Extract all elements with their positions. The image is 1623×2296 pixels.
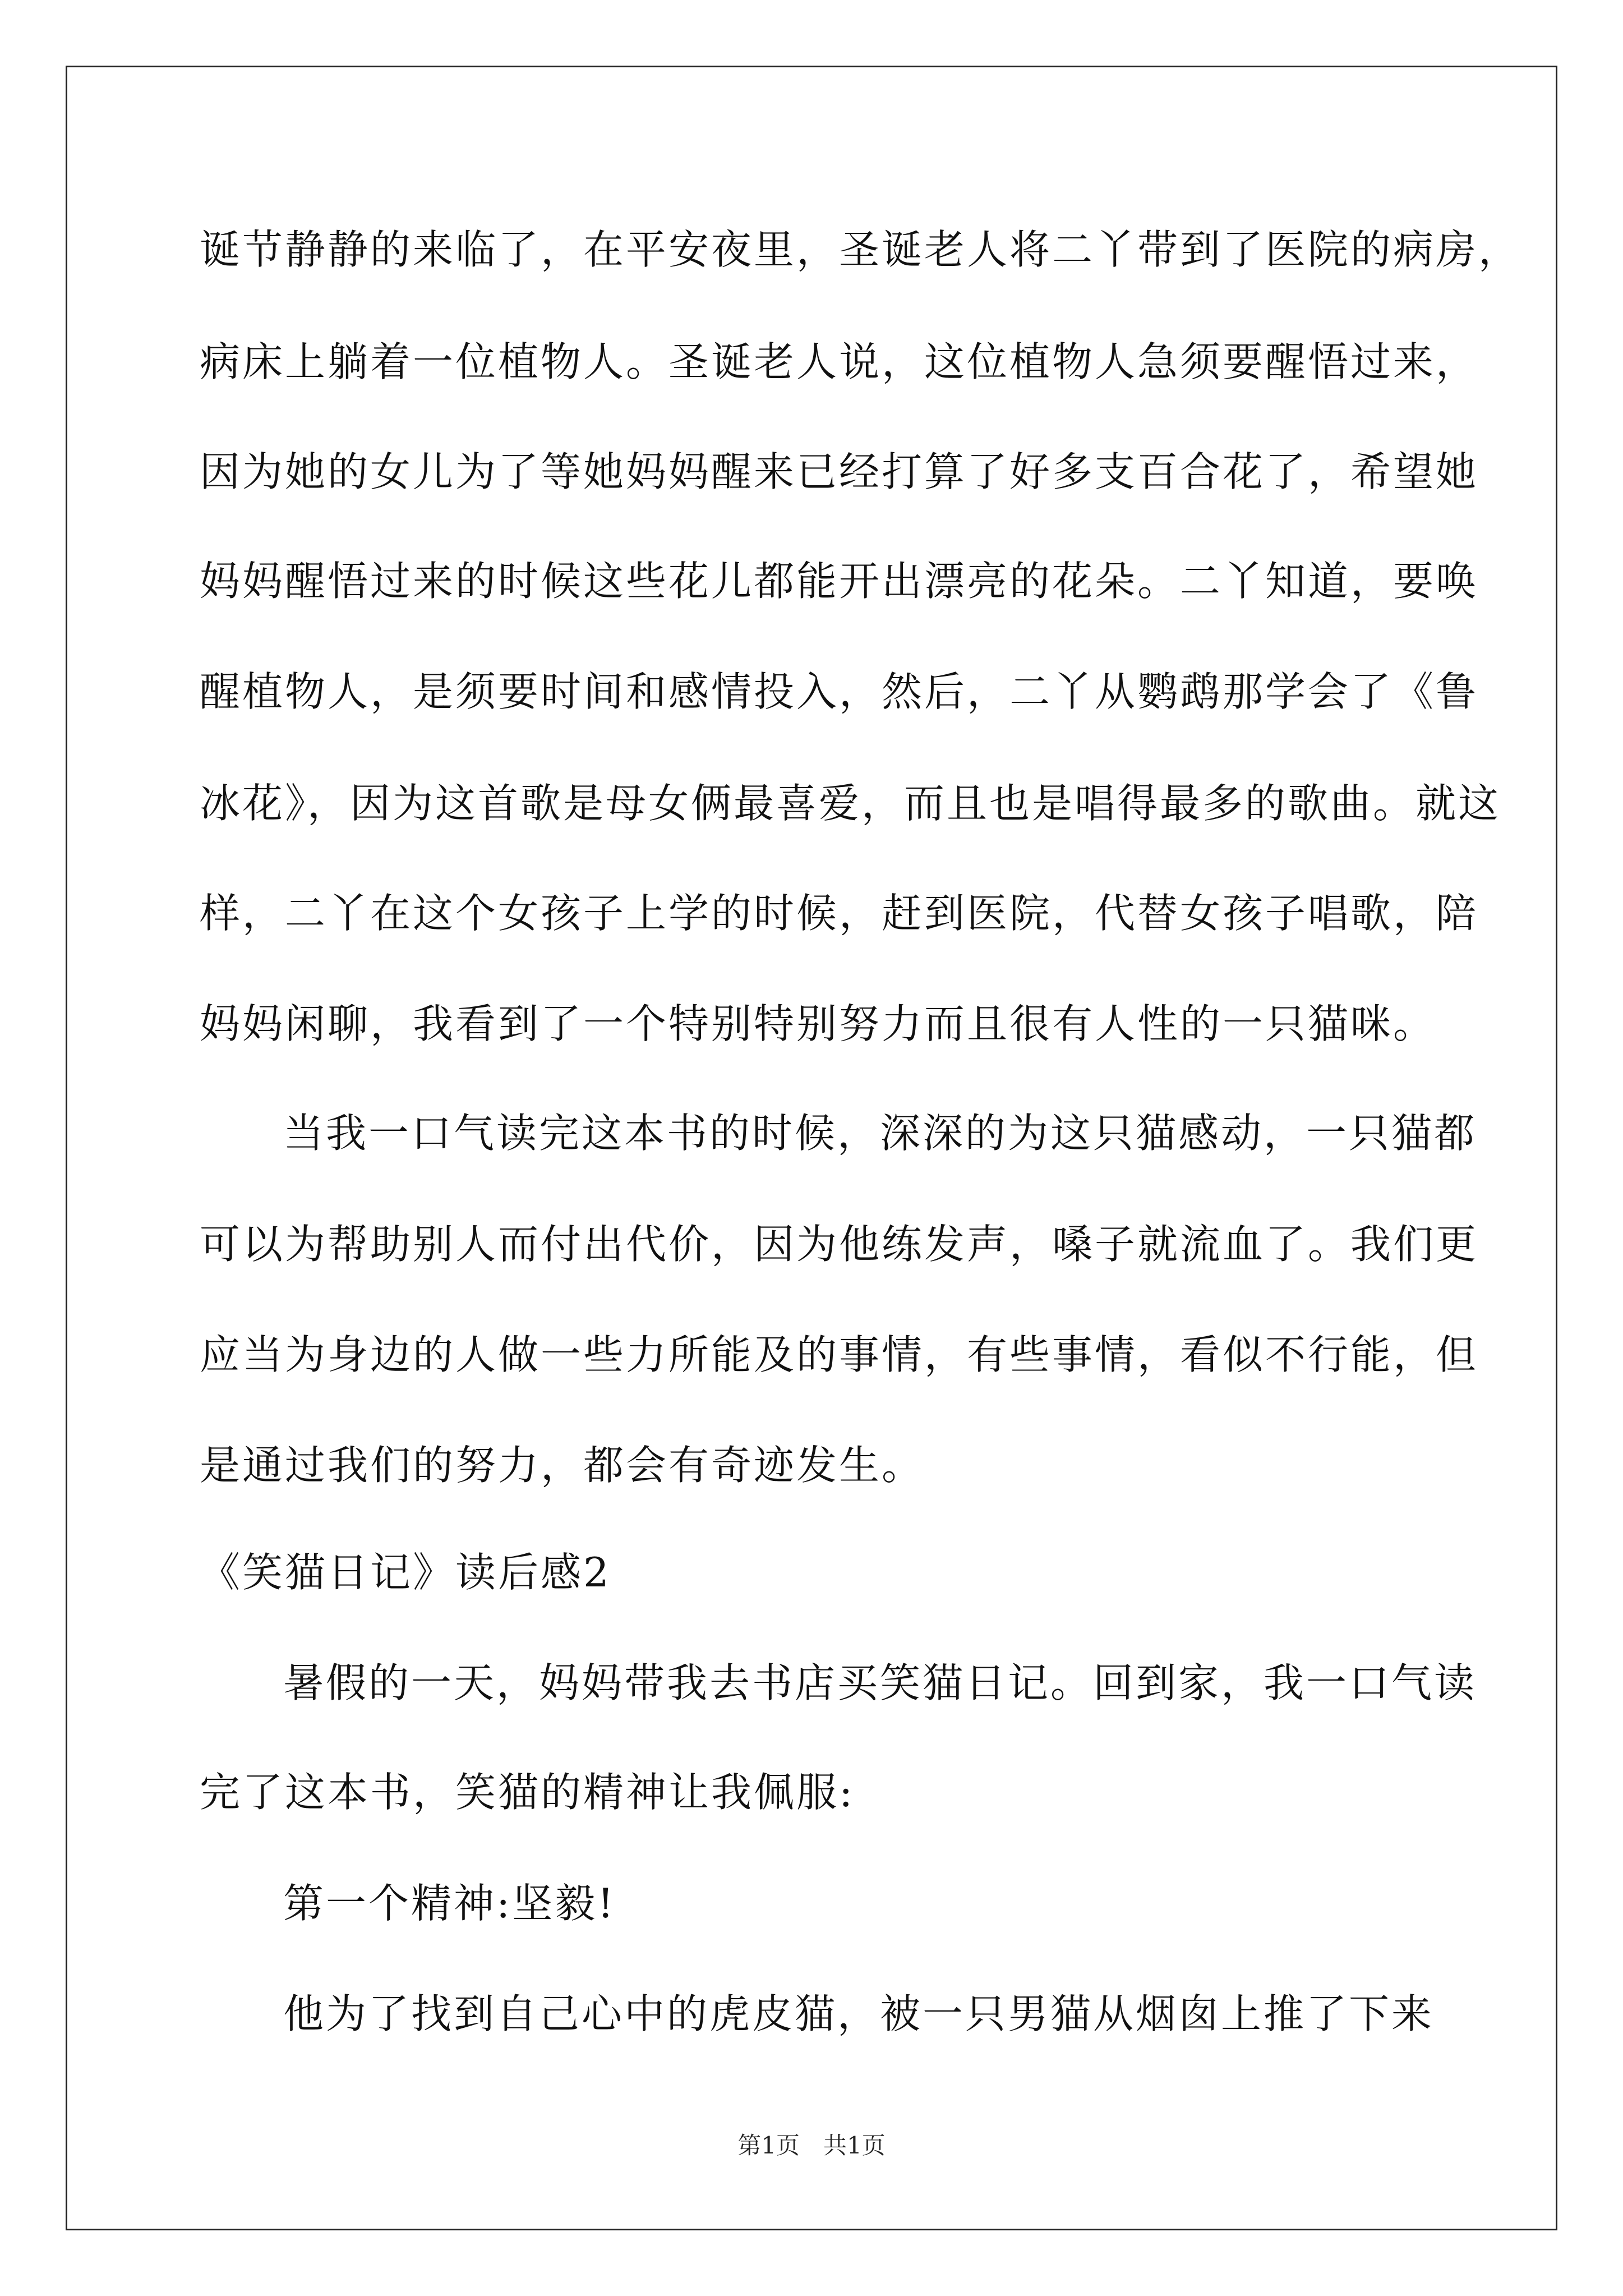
text-line: 当我一口气读完这本书的时候，深深的为这只猫感动，一只猫都 xyxy=(283,1110,1477,1157)
text-line: 因为她的女儿为了等她妈妈醒来已经打算了好多支百合花了，希望她 xyxy=(200,448,1479,495)
text-line: 是通过我们的努力，都会有奇迹发生。 xyxy=(200,1442,925,1489)
text-line: 可以为帮助别人而付出代价，因为他练发声，嗓子就流血了。我们更 xyxy=(200,1221,1479,1268)
text-line: 妈妈醒悟过来的时候这些花儿都能开出漂亮的花朵。二丫知道，要唤 xyxy=(200,558,1479,605)
text-line: 第一个精神:坚毅! xyxy=(283,1880,616,1927)
text-line: 样，二丫在这个女孩子上学的时候，赶到医院，代替女孩子唱歌，陪 xyxy=(200,890,1479,937)
page-number-footer: 第1页 共1页 xyxy=(737,2132,886,2159)
text-line: 应当为身边的人做一些力所能及的事情，有些事情，看似不行能，但 xyxy=(200,1331,1479,1378)
text-line: 暑假的一天，妈妈带我去书店买笑猫日记。回到家，我一口气读 xyxy=(283,1659,1477,1706)
text-line: 妈妈闲聊，我看到了一个特别特别努力而且很有人性的一只猫咪。 xyxy=(200,1000,1436,1047)
text-line: 他为了找到自己心中的虎皮猫，被一只男猫从烟囱上推了下来 xyxy=(283,1990,1435,2037)
text-line: 诞节静静的来临了，在平安夜里，圣诞老人将二丫带到了医院的病房， xyxy=(200,226,1521,273)
text-line: 完了这本书，笑猫的精神让我佩服: xyxy=(200,1769,855,1816)
text-line: 醒植物人，是须要时间和感情投入，然后，二丫从鹦鹉那学会了《鲁 xyxy=(200,668,1479,715)
text-line: 病床上躺着一位植物人。圣诞老人说，这位植物人急须要醒悟过来， xyxy=(200,338,1479,385)
text-line: 冰花》，因为这首歌是母女俩最喜爱，而且也是唱得最多的歌曲。就这 xyxy=(200,780,1501,827)
section-heading: 《笑猫日记》读后感2 xyxy=(200,1549,611,1596)
